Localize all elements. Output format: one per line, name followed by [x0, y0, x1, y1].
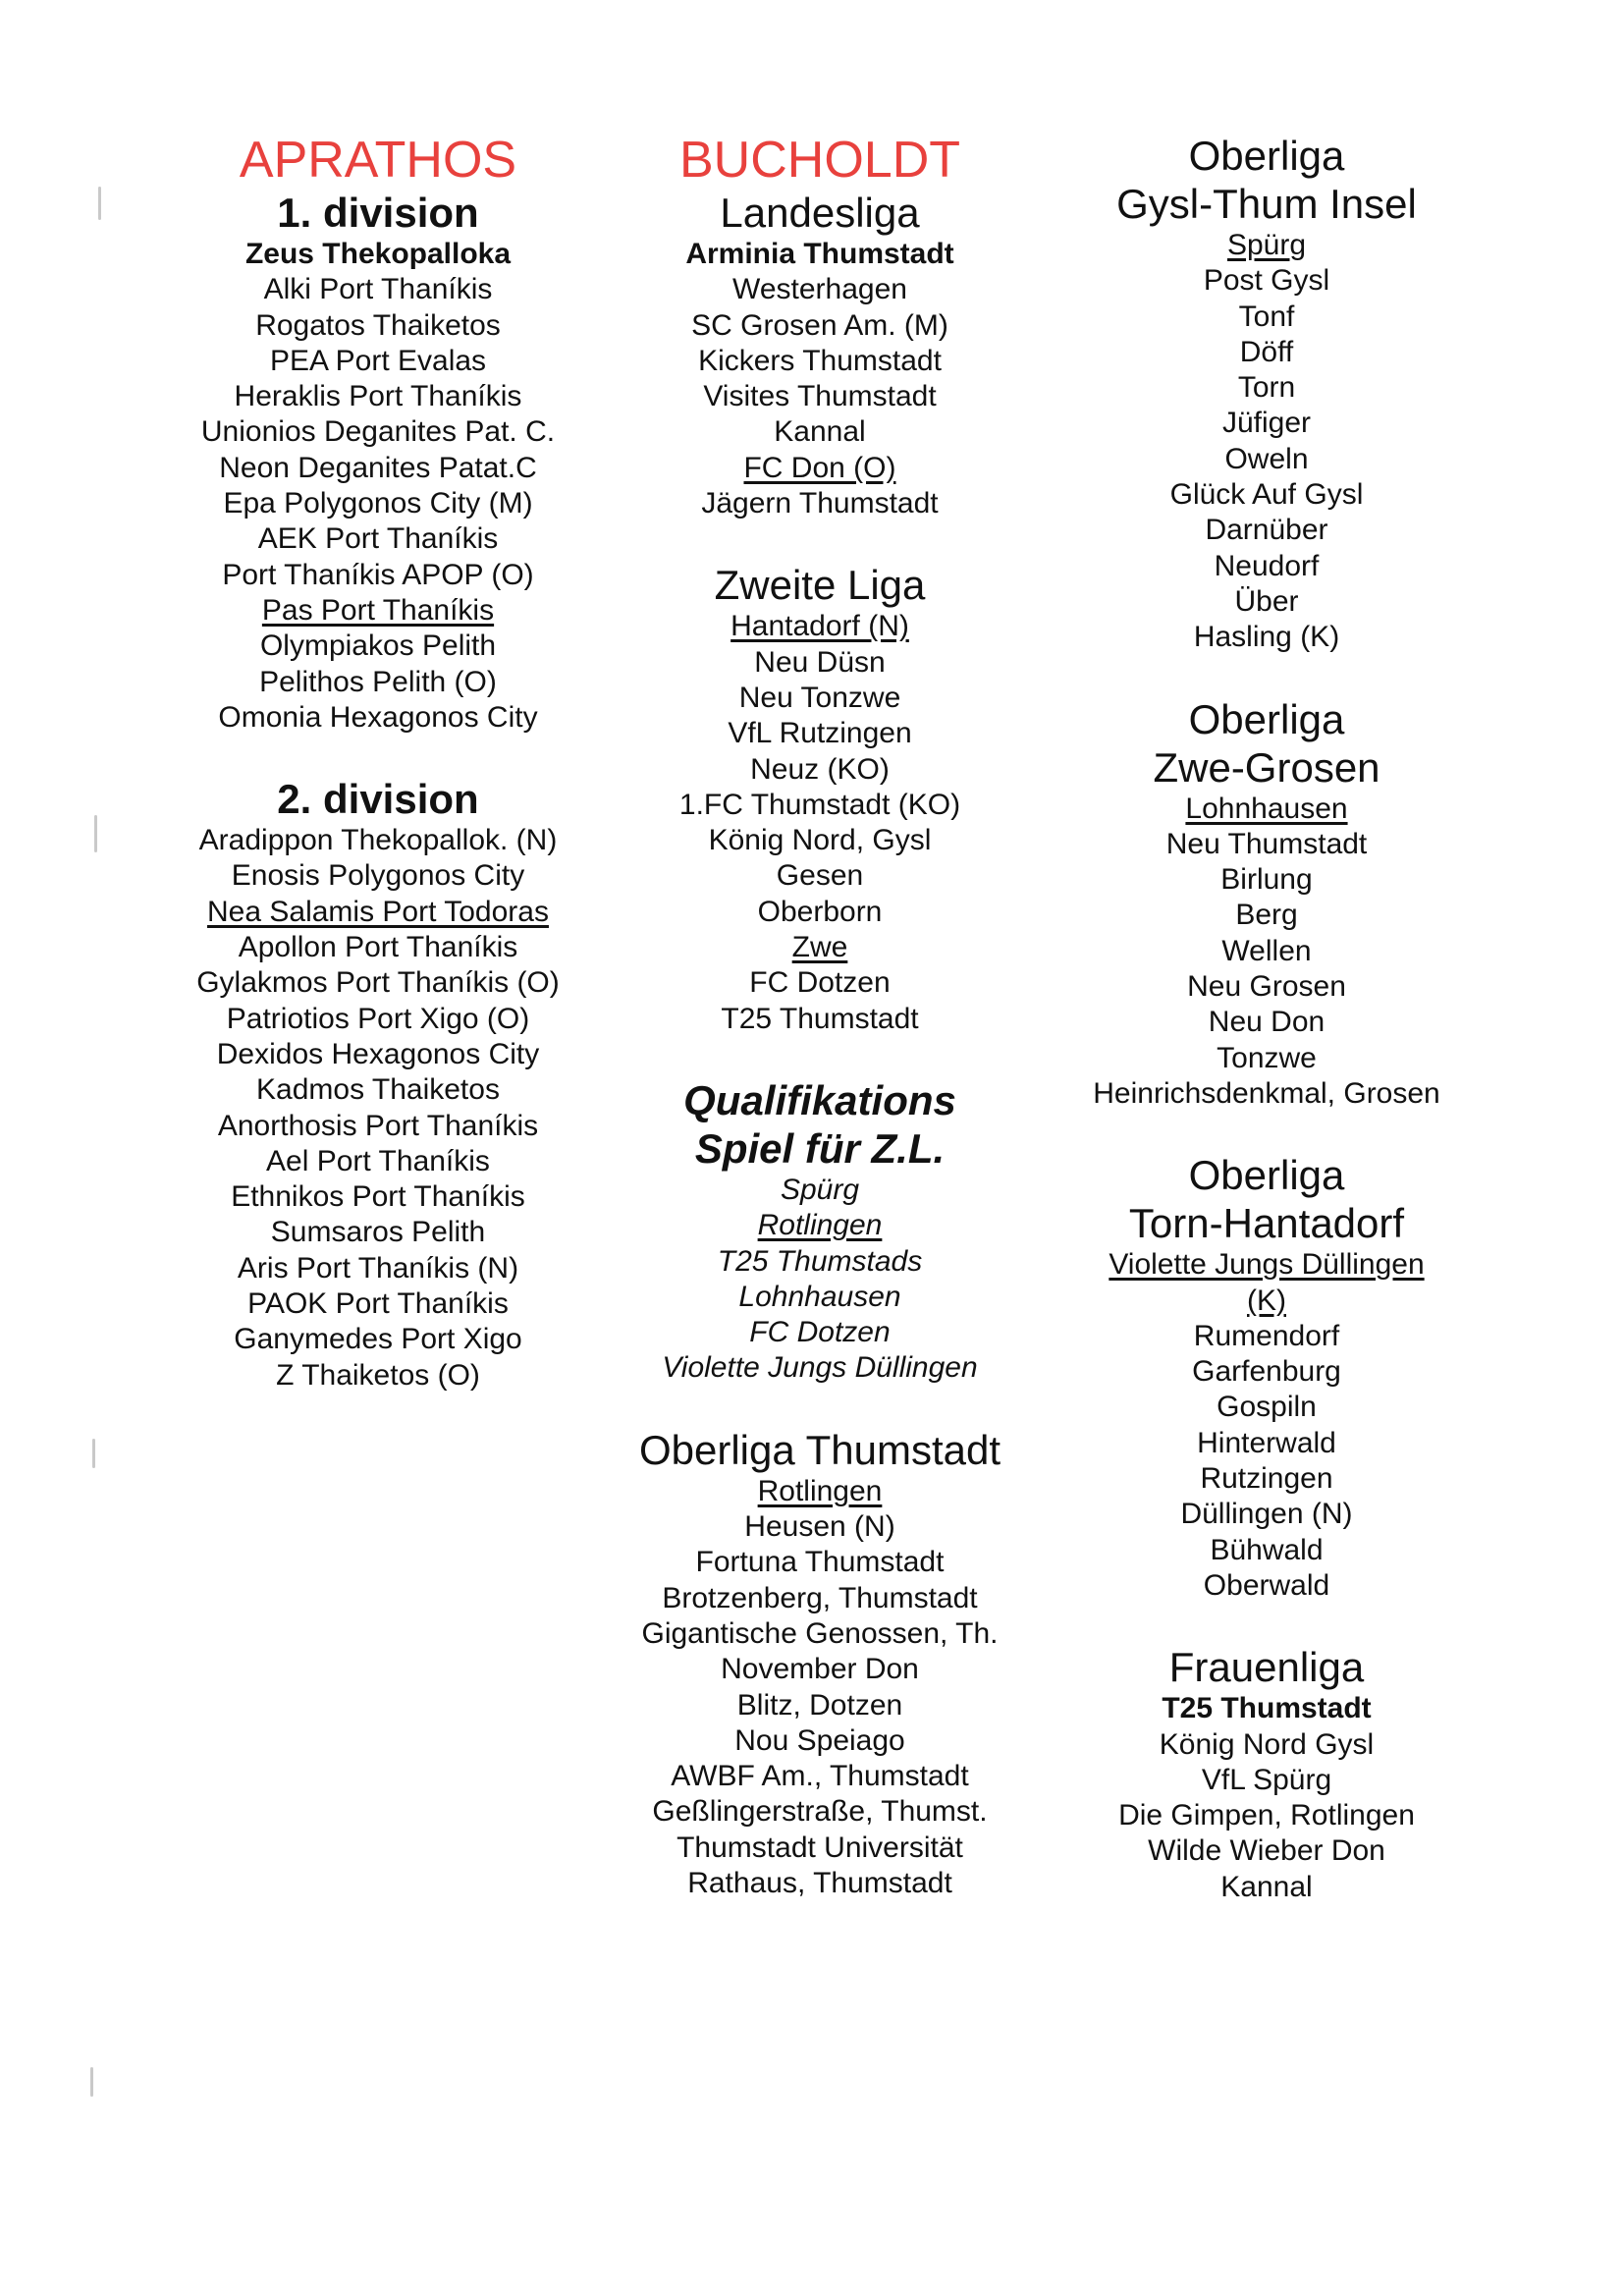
section-oberliga-thumstadt [599, 1426, 1041, 1902]
team-list [1041, 1247, 1492, 1604]
section-title: Oberliga Thumstadt [638, 1426, 1001, 1473]
list-item: Heinrichsdenkmal, Grosen [1093, 1076, 1440, 1110]
list-item: Lohnhausen [738, 1280, 901, 1313]
list-item: AEK Port Thaníkis [257, 522, 499, 556]
section-oberliga-torn-hantadorf [1041, 1151, 1492, 1604]
section-zweite-liga [599, 561, 1041, 1037]
list-item: Döff [1239, 335, 1294, 368]
list-item: Hinterwald [1197, 1426, 1336, 1459]
list-item: Unionios Deganites Pat. C. [200, 415, 556, 449]
section-title: Spiel für Z.L. [694, 1124, 946, 1172]
team-list [157, 237, 599, 736]
list-item: Neu Thumstadt [1165, 827, 1368, 860]
list-item: Olympiakos Pelith [259, 629, 497, 663]
list-item: FC Dotzen [749, 966, 891, 1000]
list-item: 1.FC Thumstadt (KO) [678, 788, 961, 821]
list-item: König Nord Gysl [1159, 1727, 1375, 1761]
list-item: Jägern Thumstadt [701, 487, 939, 520]
list-item: Neu Grosen [1187, 970, 1346, 1004]
list-item: Neudorf [1214, 549, 1320, 582]
section-1-division [157, 132, 599, 736]
list-item: Ael Port Thaníkis [266, 1144, 490, 1177]
list-item: Tonf [1238, 300, 1295, 333]
list-item: Post Gysl [1203, 264, 1330, 298]
list-item: Kannal [774, 415, 866, 449]
list-item: Pas Port Thaníkis [261, 593, 495, 627]
team-list [599, 609, 1041, 1037]
scan-mark [94, 815, 97, 852]
list-item: Rotlingen [757, 1474, 883, 1507]
list-item: Ethnikos Port Thaníkis [231, 1180, 525, 1214]
list-item: Über [1234, 584, 1299, 618]
scan-mark [92, 1439, 95, 1468]
list-item: Sumsaros Pelith [270, 1216, 486, 1249]
list-item: Neon Deganites Patat.C [219, 451, 537, 484]
list-item: Rumendorf [1193, 1319, 1340, 1352]
list-item: T25 Thumstadt [721, 1002, 919, 1035]
list-item: November Don [721, 1653, 919, 1686]
list-item: Berg [1235, 899, 1298, 932]
list-item: Die Gimpen, Rotlingen [1118, 1799, 1415, 1832]
list-item: AWBF Am., Thumstadt [671, 1760, 969, 1793]
list-item: Omonia Hexagonos City [218, 700, 538, 734]
list-item: Wilde Wieber Don [1148, 1834, 1385, 1868]
team-list [599, 1474, 1041, 1902]
list-item: PEA Port Evalas [269, 344, 487, 377]
list-item: Torn [1237, 371, 1296, 405]
list-item: Gesen [776, 859, 864, 893]
section-title: 2. division [277, 776, 479, 823]
scan-mark [98, 187, 101, 220]
list-item: Blitz, Dotzen [736, 1688, 903, 1722]
list-item: Heusen (N) [744, 1510, 895, 1544]
team-list [599, 237, 1041, 521]
list-item: Arminia Thumstadt [685, 238, 954, 270]
list-item: FC Don (O) [743, 451, 896, 484]
section-qualifikation [599, 1076, 1041, 1387]
list-item: Zeus Thekopalloka [244, 238, 512, 270]
list-item: Rutzingen [1200, 1462, 1333, 1496]
list-item: Aris Port Thaníkis (N) [237, 1251, 519, 1285]
list-item: Gospiln [1217, 1391, 1317, 1424]
list-item: Heraklis Port Thaníkis [234, 380, 522, 413]
list-item: Nou Speiago [734, 1723, 905, 1757]
league-heading: BUCHOLDT [678, 132, 961, 189]
list-item: Brotzenberg, Thumstadt [662, 1581, 978, 1614]
list-item: Zwe [791, 931, 848, 964]
list-item: PAOK Port Thaníkis [247, 1287, 509, 1321]
section-2-division [157, 775, 599, 1394]
list-item: Ganymedes Port Xigo [234, 1323, 522, 1356]
team-list [1041, 792, 1492, 1113]
list-item: König Nord, Gysl [708, 824, 932, 857]
scan-mark [90, 2067, 93, 2097]
list-item: Lohnhausen [1185, 792, 1348, 825]
list-item: Enosis Polygonos City [231, 859, 525, 893]
list-item: Oberwald [1203, 1568, 1330, 1602]
column-bucholdt [599, 132, 1041, 1901]
section-title: Torn-Hantadorf [1128, 1200, 1405, 1247]
section-title: Landesliga [720, 190, 920, 236]
list-item: VfL Spürg [1201, 1763, 1332, 1796]
list-item: Nea Salamis Port Todoras [207, 895, 549, 928]
list-item: Neuz (KO) [750, 752, 890, 786]
section-frauenliga [1041, 1643, 1492, 1905]
list-item: T25 Thumstadt [1162, 1692, 1372, 1725]
list-item: Glück Auf Gysl [1169, 478, 1364, 512]
list-item: Z Thaiketos (O) [276, 1358, 480, 1392]
list-item: Fortuna Thumstadt [695, 1546, 945, 1579]
list-item: Pelithos Pelith (O) [259, 665, 497, 698]
section-title: 1. division [277, 190, 479, 236]
list-item: Kannal [1220, 1870, 1313, 1903]
section-oberliga-zwe-grosen [1041, 695, 1492, 1113]
list-item: Westerhagen [732, 273, 907, 306]
section-oberliga-gysl-thum-insel [1041, 132, 1492, 656]
list-item: Hantadorf (N) [730, 610, 909, 643]
list-item: Oberborn [757, 895, 883, 928]
list-item: Rogatos Thaiketos [255, 308, 501, 342]
list-item: Kickers Thumstadt [698, 344, 942, 377]
list-item: Rathaus, Thumstadt [687, 1866, 952, 1899]
list-item: Oweln [1224, 442, 1309, 475]
list-item: Jüfiger [1221, 407, 1312, 440]
list-item: Aradippon Thekopallok. (N) [198, 824, 558, 857]
section-title: Oberliga [1188, 695, 1345, 742]
list-item: Hasling (K) [1193, 621, 1340, 654]
list-item: Gylakmos Port Thaníkis (O) [196, 966, 560, 1000]
list-item: Visites Thumstadt [703, 380, 937, 413]
list-item: VfL Rutzingen [728, 717, 912, 750]
list-item: Kadmos Thaiketos [256, 1073, 500, 1107]
list-item: T25 Thumstads [717, 1244, 923, 1278]
list-item: Violette Jungs Düllingen [1109, 1248, 1425, 1282]
section-title: Gysl-Thum Insel [1116, 181, 1417, 227]
list-item: Garfenburg [1192, 1355, 1341, 1389]
section-title: Oberliga [1188, 1152, 1345, 1199]
list-item: Neu Düsn [754, 645, 886, 679]
section-title: Qualifikations [683, 1076, 956, 1123]
list-item: Rotlingen [757, 1209, 883, 1242]
team-list [157, 823, 599, 1394]
list-item: Epa Polygonos City (M) [223, 487, 533, 520]
list-item: Neu Tonzwe [738, 681, 901, 714]
list-item: Patriotios Port Xigo (O) [226, 1002, 530, 1035]
column-aprathos [157, 132, 599, 1394]
column-oberligen [1041, 132, 1492, 1905]
section-title: Oberliga [1188, 133, 1345, 179]
league-heading: APRATHOS [239, 132, 517, 189]
list-item: Alki Port Thaníkis [263, 273, 493, 306]
list-item: Wellen [1221, 934, 1312, 967]
team-list [1041, 1691, 1492, 1905]
list-item: Geßlingerstraße, Thumst. [652, 1795, 988, 1829]
list-item: Port Thaníkis APOP (O) [222, 558, 534, 591]
list-item: Spürg [780, 1173, 860, 1206]
list-item: Thumstadt Universität [676, 1831, 963, 1864]
list-item: (K) [1247, 1284, 1286, 1317]
list-item: Anorthosis Port Thaníkis [217, 1109, 539, 1142]
list-item: Apollon Port Thaníkis [238, 931, 518, 964]
list-item: Darnüber [1205, 514, 1328, 547]
team-list [599, 1173, 1041, 1387]
team-list [1041, 228, 1492, 656]
list-item: Neu Don [1208, 1006, 1325, 1039]
list-item: Violette Jungs Düllingen [662, 1351, 978, 1385]
list-item: FC Dotzen [749, 1316, 891, 1349]
list-item: Düllingen (N) [1180, 1498, 1353, 1531]
list-item: Bühwald [1210, 1533, 1324, 1566]
section-title: Zwe-Grosen [1153, 743, 1380, 791]
section-landesliga [599, 132, 1041, 521]
list-item: SC Grosen Am. (M) [691, 308, 948, 342]
section-title: Zweite Liga [714, 562, 926, 609]
list-item: Spürg [1226, 229, 1307, 261]
list-item: Tonzwe [1217, 1041, 1317, 1074]
list-item: Gigantische Genossen, Th. [641, 1616, 999, 1650]
list-item: Dexidos Hexagonos City [216, 1037, 540, 1070]
list-item: Birlung [1220, 863, 1313, 897]
section-title: Frauenliga [1168, 1644, 1365, 1691]
